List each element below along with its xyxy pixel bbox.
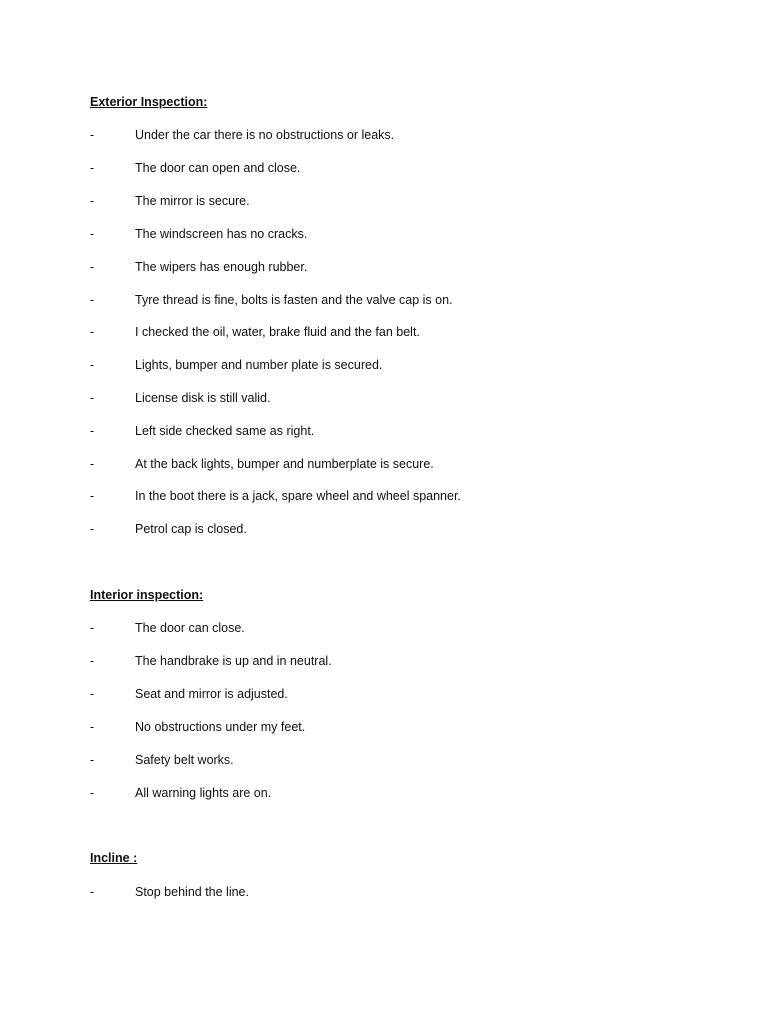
list-item [0,719,768,735]
list-item [0,620,768,636]
list-item-text: In the boot there is a jack, spare wheel and wheel spanner. [135,489,461,503]
bullet-dash: - [90,194,95,208]
list-item [0,423,768,439]
list-item-text: The handbrake is up and in neutral. [135,654,332,668]
list-item-text: At the back lights, bumper and numberplate is secure. [135,457,434,471]
bullet-dash: - [90,325,95,339]
bullet-dash: - [90,161,95,175]
list-item-text: Seat and mirror is adjusted. [135,687,288,701]
list-item-text: I checked the oil, water, brake fluid and the fan belt. [135,325,420,339]
list-item-text: The mirror is secure. [135,194,250,208]
list-item [0,653,768,669]
bullet-dash: - [90,753,95,767]
list-item-text: Under the car there is no obstructions or leaks. [135,128,395,142]
bullet-dash: - [90,424,95,438]
list-item [0,193,768,209]
list-item [0,521,768,537]
list-item [0,390,768,406]
list-item-text: Lights, bumper and number plate is secured. [135,358,383,372]
list-item-text: The wipers has enough rubber. [135,260,308,274]
list-item [0,752,768,768]
bullet-dash: - [90,786,95,800]
list-item [0,292,768,308]
list-item-text: All warning lights are on. [135,786,272,800]
bullet-dash: - [90,358,95,372]
list-item-text: The door can open and close. [135,161,301,175]
list-item-text: The door can close. [135,621,245,635]
list-item-text: No obstructions under my feet. [135,720,306,734]
section-heading: Interior inspection: [90,588,204,602]
bullet-dash: - [90,293,95,307]
list-item-text: Safety belt works. [135,753,234,767]
bullet-dash: - [90,260,95,274]
bullet-dash: - [90,489,95,503]
bullet-dash: - [90,522,95,536]
list-item-text: Left side checked same as right. [135,424,315,438]
section-heading: Incline : [90,851,138,865]
list-item [0,456,768,472]
bullet-dash: - [90,720,95,734]
section-heading: Exterior Inspection: [90,95,208,109]
bullet-dash: - [90,621,95,635]
bullet-dash: - [90,687,95,701]
bullet-dash: - [90,654,95,668]
list-item [0,127,768,143]
list-item [0,488,768,504]
list-item [0,884,768,900]
bullet-dash: - [90,227,95,241]
list-item [0,259,768,275]
bullet-dash: - [90,128,95,142]
list-item [0,785,768,801]
list-item [0,686,768,702]
list-item-text: Petrol cap is closed. [135,522,247,536]
list-item [0,160,768,176]
bullet-dash: - [90,457,95,471]
list-item-text: License disk is still valid. [135,391,271,405]
list-item-text: Stop behind the line. [135,885,249,899]
list-item-text: The windscreen has no cracks. [135,227,308,241]
bullet-dash: - [90,885,95,899]
list-item [0,226,768,242]
list-item [0,357,768,373]
list-item [0,324,768,340]
list-item-text: Tyre thread is fine, bolts is fasten and the valve cap is on. [135,293,453,307]
bullet-dash: - [90,391,95,405]
